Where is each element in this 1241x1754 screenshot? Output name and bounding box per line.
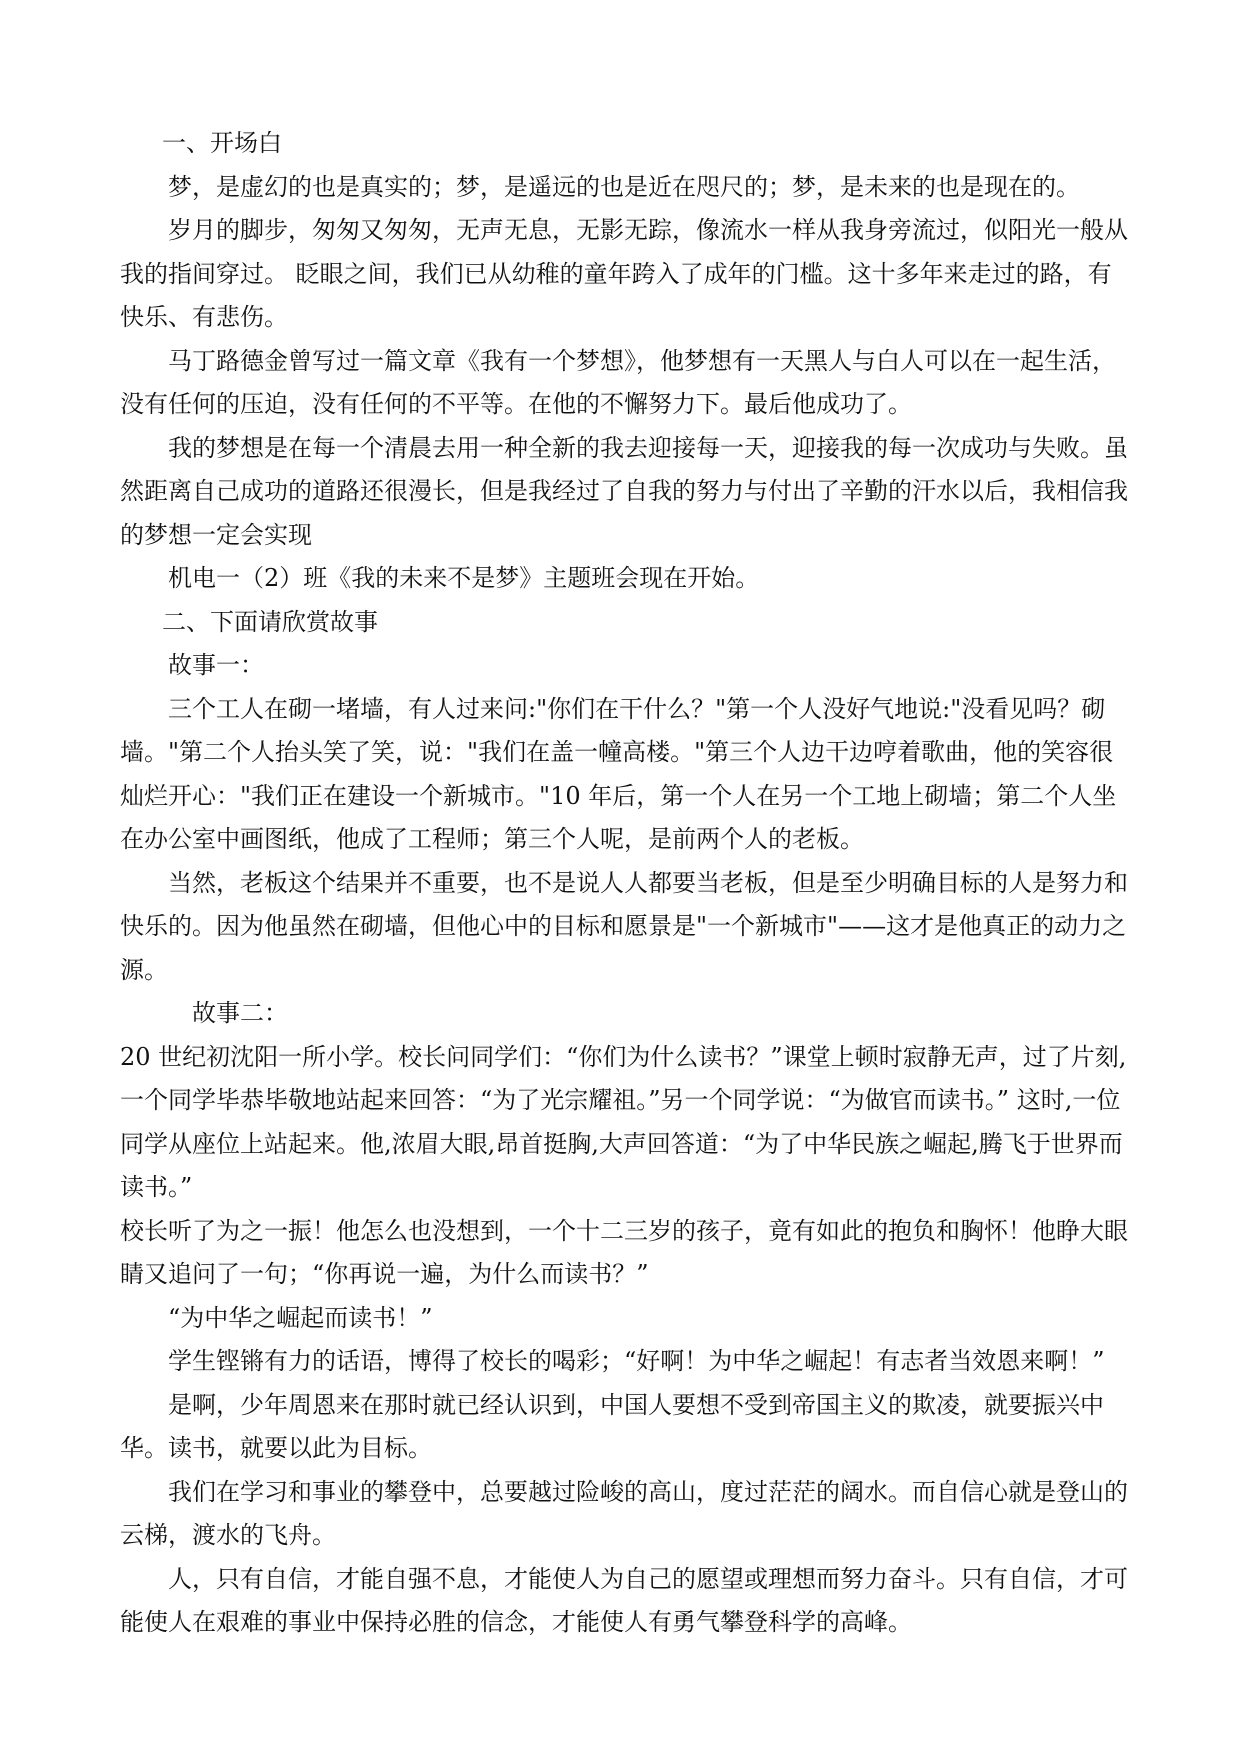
paragraph-zhou-enlai: 是啊，少年周恩来在那时就已经认识到，中国人要想不受到帝国主义的欺凌，就要振兴中华。读书，就要以此为目标。 [120, 1390, 1104, 1462]
story-two-heading: 故事二： [192, 999, 288, 1027]
paragraph-rise-of-china: “为中华之崛起而读书！” [168, 1303, 433, 1332]
paragraph-self-belief: 人，只有自信，才能自强不息，才能使人为自己的愿望或理想而努力奋斗。只有自信，才可能使人在艰难的事业中保持必胜的信念，才能使人有勇气攀登科学的高峰。 [120, 1564, 1128, 1636]
paragraph-class-meeting-start: 机电一（2）班《我的未来不是梦》主题班会现在开始。 [168, 564, 760, 592]
section-heading-opening: 一、开场白 [162, 129, 282, 157]
paragraph-dream: 梦，是虚幻的也是真实的；梦，是遥远的也是近在咫尺的；梦，是未来的也是现在的。 [168, 172, 1080, 201]
paragraph-principal: 校长听了为之一振！他怎么也没想到，一个十二三岁的孩子，竟有如此的抱负和胸怀！他睁大眼睛又追问了一句；“你再说一遍，为什么而读书？” [120, 1216, 1128, 1288]
document-body [120, 122, 1135, 1645]
story-one-heading: 故事一： [168, 651, 264, 679]
paragraph-my-dream: 我的梦想是在每一个清晨去用一种全新的我去迎接每一天，迎接我的每一次成功与失败。虽然距离自己成功的道路还很漫长，但是我经过了自我的努力与付出了辛勤的汗水以后，我相信我的梦想一定会实现 [120, 433, 1128, 549]
paragraph-boss: 当然，老板这个结果并不重要，也不是说人人都要当老板，但是至少明确目标的人是努力和快乐的。因为他虽然在砌墙，但他心中的目标和愿景是"一个新城市"——这才是他真正的动力之源。 [120, 868, 1128, 984]
paragraph-confidence: 我们在学习和事业的攀登中，总要越过险峻的高山，度过茫茫的阔水。而自信心就是登山的云梯，渡水的飞舟。 [120, 1477, 1128, 1549]
paragraph-mlk: 马丁路德金曾写过一篇文章《我有一个梦想》，他梦想有一天黑人与白人可以在一起生活，没有任何的压迫，没有任何的不平等。在他的不懈努力下。最后他成功了。 [120, 346, 1116, 418]
section-heading-stories: 二、下面请欣赏故事 [162, 607, 378, 636]
paragraph-shenyang-school: 20 世纪初沈阳一所小学。校长问同学们：“你们为什么读书？”课堂上顿时寂静无声，过了片刻,一个同学毕恭毕敬地站起来回答：“为了光宗耀祖。”另一个同学说：“为做官而读书。” 这时,一位同学从座位上站起来。他,浓眉大眼,昂首挺胸,大声回答道：“为了中华民族之崛起,腾飞于世界而读书。” [120, 1042, 1127, 1201]
paragraph-time: 岁月的脚步，匆匆又匆匆，无声无息，无影无踪，像流水一样从我身旁流过，似阳光一般从我的指间穿过。 眨眼之间，我们已从幼稚的童年跨入了成年的门槛。这十多年来走过的路，有快乐、有悲伤。 [120, 216, 1128, 331]
paragraph-three-workers: 三个工人在砌一堵墙，有人过来问:"你们在干什么？"第一个人没好气地说:"没看见吗？砌墙。"第二个人抬头笑了笑，说："我们在盖一幢高楼。"第三个人边干边哼着歌曲，他的笑容很灿烂开心："我们正在建设一个新城市。"10 年后，第一个人在另一个工地上砌墙；第二个人坐在办公室中画图纸，他成了工程师；第三个人呢，是前两个人的老板。 [120, 694, 1117, 853]
paragraph-student-words: 学生铿锵有力的话语，博得了校长的喝彩；“好啊！为中华之崛起！有志者当效恩来啊！” [168, 1347, 1105, 1375]
